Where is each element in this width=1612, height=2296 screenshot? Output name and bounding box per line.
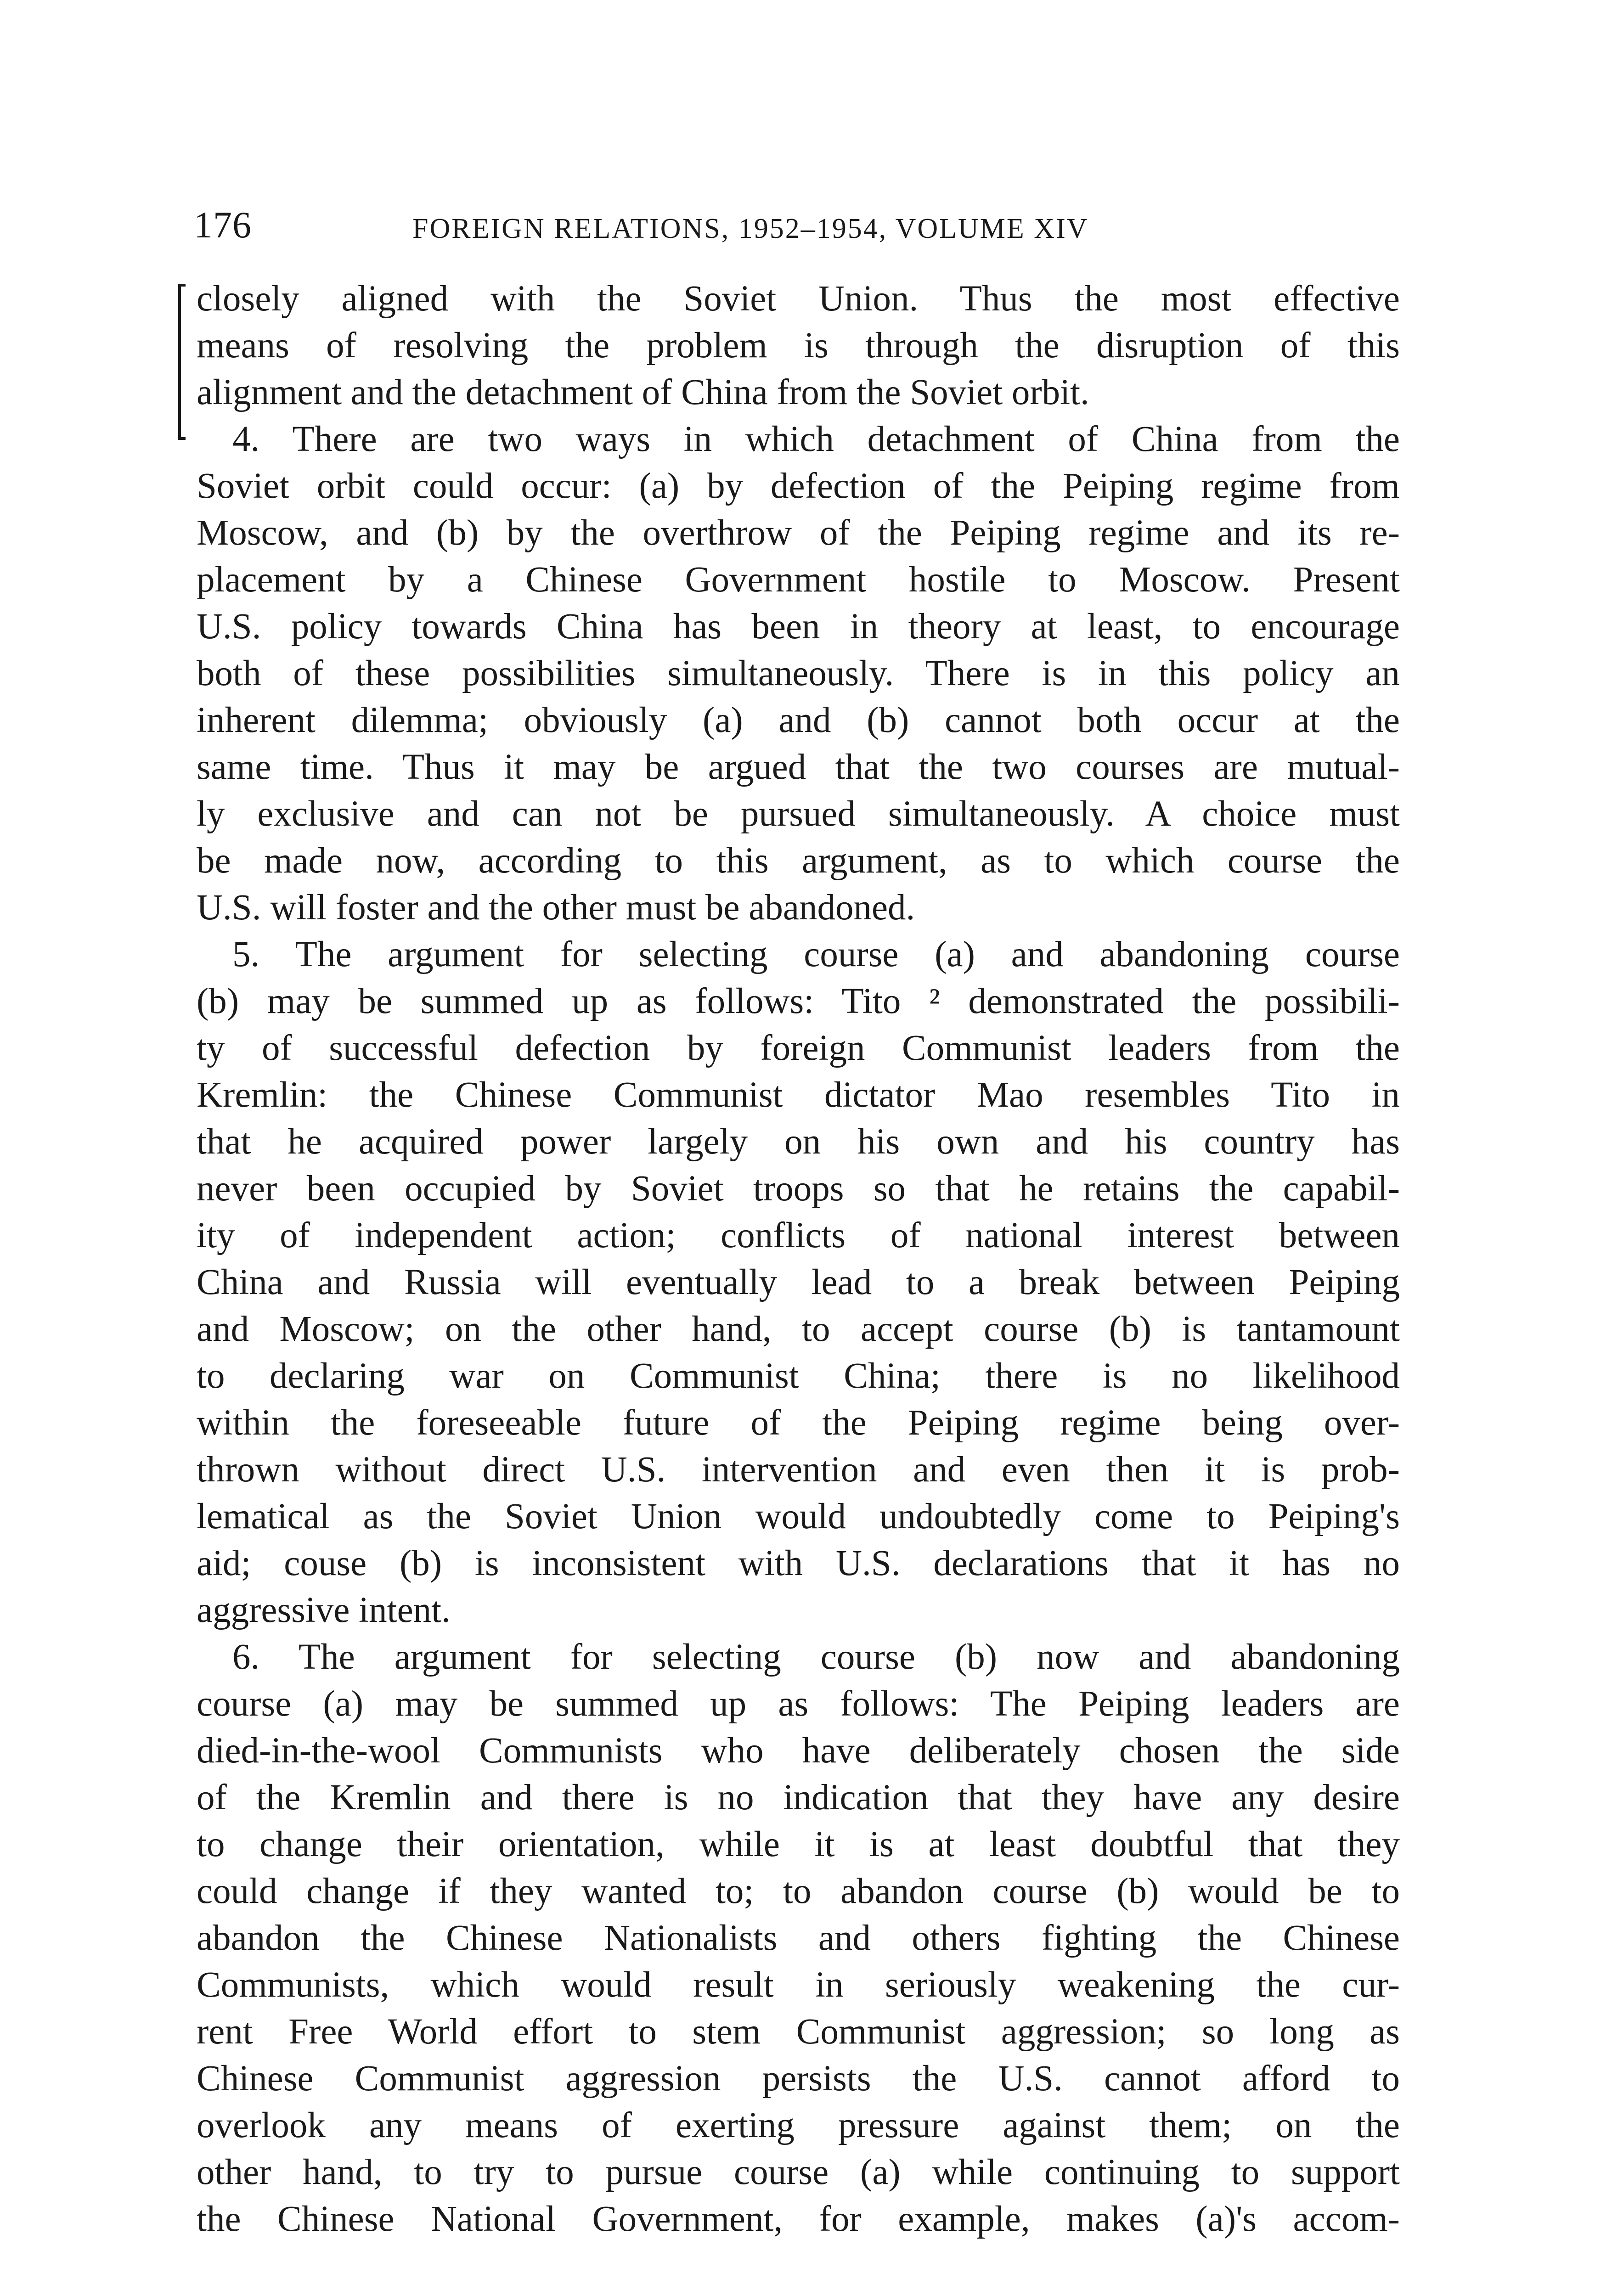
text-line: ty of successful defection by foreign Communist leaders from the bbox=[197, 1028, 1400, 1068]
text-line: other hand, to try to pursue course (a) while continuing to support bbox=[197, 2152, 1400, 2192]
text-line: thrown without direct U.S. intervention and even then it is prob- bbox=[197, 1450, 1400, 1490]
text-line: Kremlin: the Chinese Communist dictator Mao resembles Tito in bbox=[197, 1075, 1400, 1115]
margin-bracket-mark bbox=[178, 284, 189, 440]
paragraph-4-start: 4. There are two ways in which detachment of China from the bbox=[232, 419, 1400, 459]
text-line: could change if they wanted to; to abandon course (b) would be to bbox=[197, 1871, 1400, 1911]
text-line: closely aligned with the Soviet Union. Thus the most effective bbox=[197, 279, 1400, 319]
text-line: died-in-the-wool Communists who have deliberately chosen the side bbox=[197, 1731, 1400, 1771]
text-line: U.S. will foster and the other must be abandoned. bbox=[197, 888, 915, 928]
text-line: within the foreseeable future of the Peiping regime being over- bbox=[197, 1403, 1400, 1443]
text-line: China and Russia will eventually lead to a break between Peiping bbox=[197, 1262, 1400, 1302]
text-line: that he acquired power largely on his own and his country has bbox=[197, 1122, 1400, 1162]
text-line: U.S. policy towards China has been in theory at least, to encourage bbox=[197, 607, 1400, 647]
paragraph-5-start: 5. The argument for selecting course (a) and abandoning course bbox=[232, 934, 1400, 974]
text-line: aggressive intent. bbox=[197, 1590, 451, 1630]
text-line: to change their orientation, while it is at least doubtful that they bbox=[197, 1824, 1400, 1864]
text-line: ity of independent action; conflicts of national interest between bbox=[197, 1216, 1400, 1255]
text-line: lematical as the Soviet Union would undoubtedly come to Peiping's bbox=[197, 1497, 1400, 1536]
text-line: be made now, according to this argument, as to which course the bbox=[197, 841, 1400, 881]
text-line: to declaring war on Communist China; there is no likelihood bbox=[197, 1356, 1400, 1396]
text-line: of the Kremlin and there is no indication that they have any desire bbox=[197, 1778, 1400, 1818]
text-line: aid; couse (b) is inconsistent with U.S. declarations that it has no bbox=[197, 1543, 1400, 1583]
text-line: rent Free World effort to stem Communist aggression; so long as bbox=[197, 2012, 1400, 2052]
text-line: inherent dilemma; obviously (a) and (b) cannot both occur at the bbox=[197, 700, 1400, 740]
text-line: ly exclusive and can not be pursued simultaneously. A choice must bbox=[197, 794, 1400, 834]
text-line: course (a) may be summed up as follows: The Peiping leaders are bbox=[197, 1684, 1400, 1724]
text-line: Soviet orbit could occur: (a) by defection of the Peiping regime from bbox=[197, 466, 1400, 506]
text-line: Moscow, and (b) by the overthrow of the Peiping regime and its re- bbox=[197, 513, 1400, 553]
text-line: means of resolving the problem is through the disruption of this bbox=[197, 326, 1400, 366]
running-head: FOREIGN RELATIONS, 1952–1954, VOLUME XIV bbox=[412, 213, 1089, 244]
text-line: overlook any means of exerting pressure against them; on the bbox=[197, 2105, 1400, 2145]
text-line: and Moscow; on the other hand, to accept course (b) is tantamount bbox=[197, 1309, 1400, 1349]
text-line: Chinese Communist aggression persists the U.S. cannot afford to bbox=[197, 2059, 1400, 2099]
text-line: abandon the Chinese Nationalists and others fighting the Chinese bbox=[197, 1918, 1400, 1958]
text-line: Communists, which would result in seriously weakening the cur- bbox=[197, 1965, 1400, 2005]
text-line: the Chinese National Government, for example, makes (a)'s accom- bbox=[197, 2199, 1400, 2239]
text-line: alignment and the detachment of China from the Soviet orbit. bbox=[197, 372, 1089, 412]
page-header bbox=[194, 202, 1406, 257]
text-line: placement by a Chinese Government hostile to Moscow. Present bbox=[197, 560, 1400, 600]
page-number: 176 bbox=[194, 204, 252, 246]
text-line: same time. Thus it may be argued that the two courses are mutual- bbox=[197, 747, 1400, 787]
text-line: (b) may be summed up as follows: Tito ² demonstrated the possibili- bbox=[197, 981, 1400, 1021]
text-line: never been occupied by Soviet troops so that he retains the capabil- bbox=[197, 1169, 1400, 1209]
body-text bbox=[197, 276, 1400, 2243]
text-line: both of these possibilities simultaneously. There is in this policy an bbox=[197, 653, 1400, 693]
paragraph-6-start: 6. The argument for selecting course (b) now and abandoning bbox=[232, 1637, 1400, 1677]
